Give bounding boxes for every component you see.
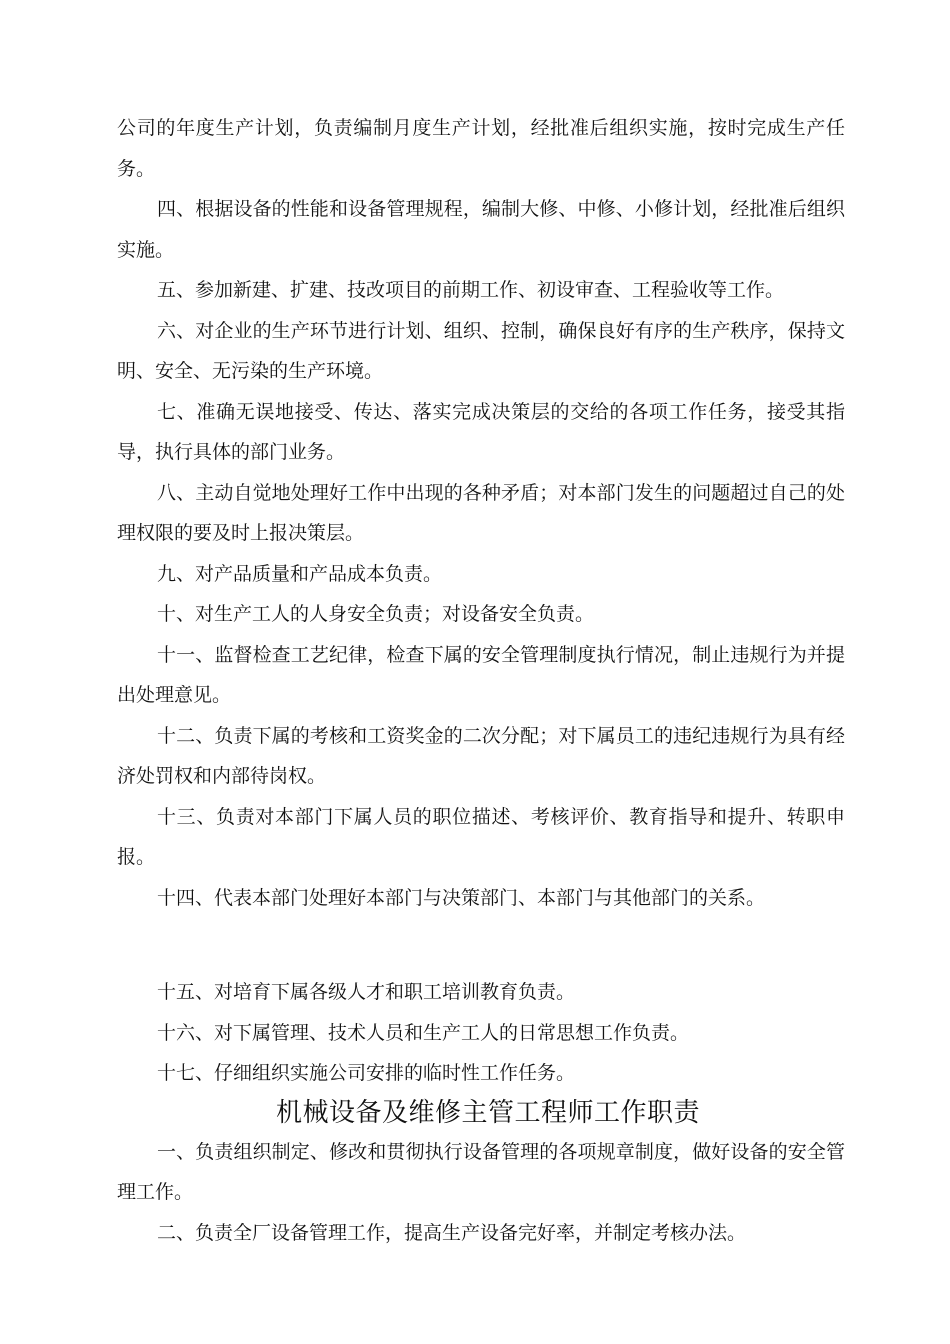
duty-item-16: 十六、对下属管理、技术人员和生产工人的日常思想工作负责。 (157, 1021, 690, 1044)
duty-item-13: 十三、负责对本部门下属人员的职位描述、考核评价、教育指导和提升、转职申报。 (117, 805, 845, 868)
duty-item-7: 七、准确无误地接受、传达、落实完成决策层的交给的各项工作任务，接受其指导，执行具体的部门业务。 (117, 400, 845, 463)
duty-item-4: 四、根据设备的性能和设备管理规程，编制大修、中修、小修计划，经批准后组织实施。 (117, 198, 845, 261)
duty-item-12: 十二、负责下属的考核和工资奖金的二次分配；对下属员工的违纪违规行为具有经济处罚权和内部待岗权。 (117, 724, 845, 787)
duty-item-8: 八、主动自觉地处理好工作中出现的各种矛盾；对本部门发生的问题超过自己的处理权限的要及时上报决策层。 (117, 481, 845, 544)
lead-paragraph: 公司的年度生产计划，负责编制月度生产计划，经批准后组织实施，按时完成生产任务。 (117, 117, 845, 180)
duty-item-17: 十七、仔细组织实施公司安排的临时性工作任务。 (157, 1062, 576, 1084)
duty-item-5: 五、参加新建、扩建、技改项目的前期工作、初设审查、工程验收等工作。 (157, 279, 785, 301)
section-duty-item-2: 二、负责全厂设备管理工作，提高生产设备完好率，并制定考核办法。 (157, 1221, 747, 1244)
duty-item-10: 十、对生产工人的人身安全负责；对设备安全负责。 (157, 603, 595, 625)
duty-item-6: 六、对企业的生产环节进行计划、组织、控制，确保良好有序的生产秩序，保持文明、安全、无污染的生产环境。 (117, 319, 845, 382)
section-duty-item-1: 一、负责组织制定、修改和贯彻执行设备管理的各项规章制度，做好设备的安全管理工作。 (117, 1140, 845, 1203)
paragraph-gap (117, 918, 845, 972)
duty-item-11: 十一、监督检查工艺纪律，检查下属的安全管理制度执行情况，制止违规行为并提出处理意见。 (117, 643, 845, 706)
duty-item-15: 十五、对培育下属各级人才和职工培训教育负责。 (157, 981, 576, 1003)
duty-item-14: 十四、代表本部门处理好本部门与决策部门、本部门与其他部门的关系。 (157, 886, 766, 909)
section-title: 机械设备及维修主管工程师工作职责 (275, 1097, 700, 1128)
duty-item-9: 九、对产品质量和产品成本负责。 (157, 562, 443, 585)
document-page (117, 108, 845, 1253)
